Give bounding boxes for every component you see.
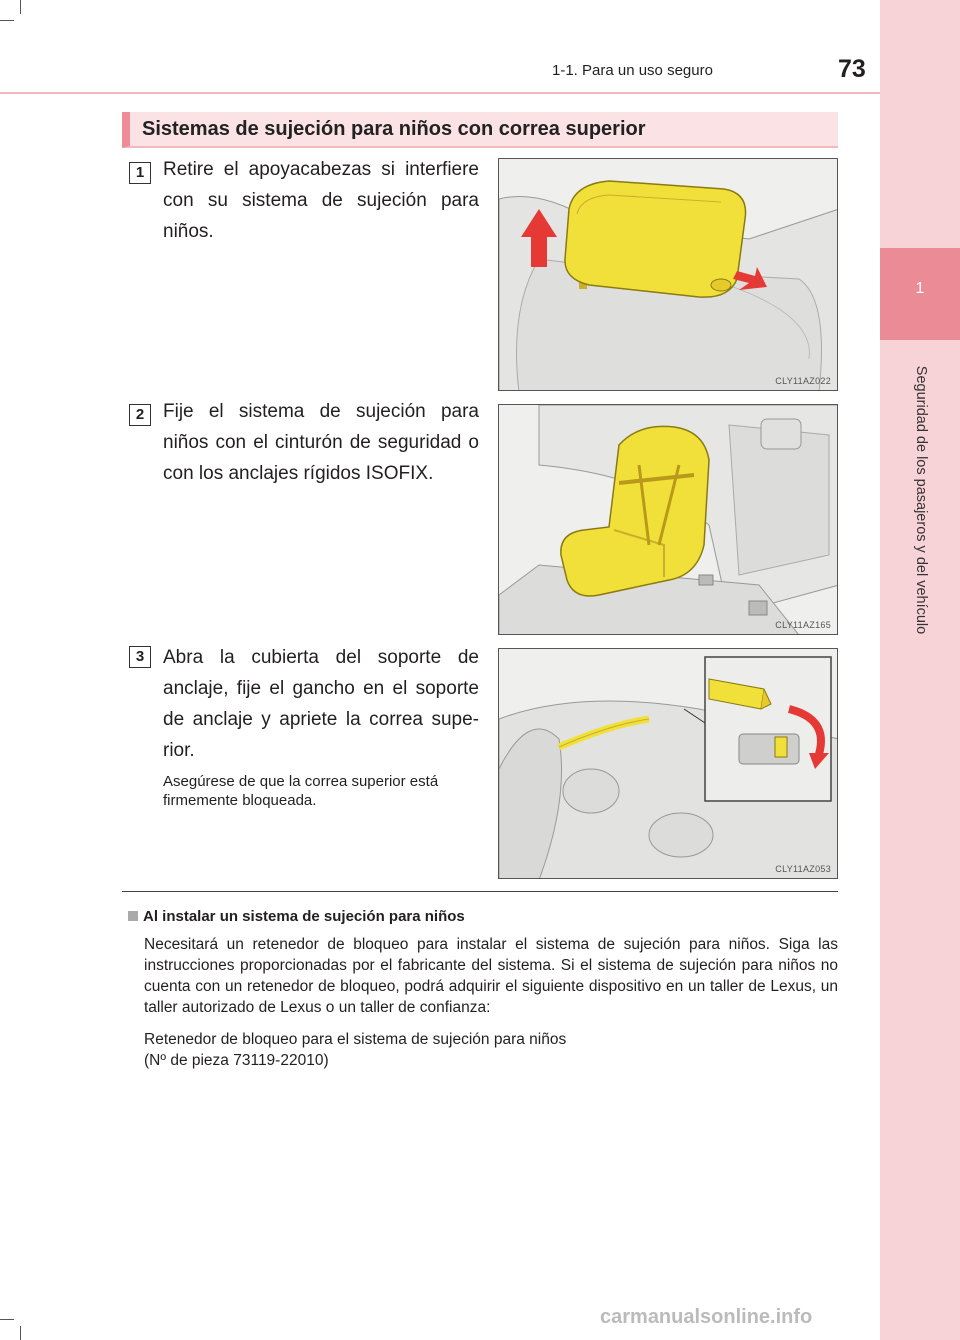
page-number: 73	[838, 55, 866, 83]
crop-mark	[20, 1326, 21, 1340]
header-rule	[0, 92, 880, 94]
step-text-2: Fije el sistema de sujeción para niños con el cinturón de seguridad o con los anclajes rígidos ISOFIX.	[163, 401, 479, 484]
section-title: Sistemas de sujeción para niños con correa superior	[142, 118, 646, 140]
step-text-1: Retire el apoyacabezas si interfiere con su sistema de sujeción para niños.	[163, 159, 479, 242]
chapter-tab	[880, 0, 960, 1340]
crop-mark	[0, 20, 14, 21]
note-body: Necesitará un retenedor de bloqueo para instalar el sistema de sujeción para niños. Siga las instrucciones proporcionadas por el fabricante del sistema. Si el sistema de sujeción para niños no cuenta con un retenedor de bloqueo, podrá adquirir el siguiente dispositivo en un taller de Lexus, un taller autorizado de Lexus o un taller de confianza:	[144, 936, 838, 1016]
child-seat-illustration	[498, 404, 838, 635]
note-heading	[128, 908, 465, 925]
chapter-title: Seguridad de los pasajeros y del vehículo	[913, 365, 929, 635]
step-number-3: 3	[129, 646, 151, 668]
crop-mark	[0, 1319, 14, 1320]
section-heading-bar	[122, 112, 838, 148]
step-number-2: 2	[129, 404, 151, 426]
image-code-3: CLY11AZ053	[775, 864, 831, 874]
anchor-illustration	[498, 648, 838, 879]
image-code-2: CLY11AZ165	[775, 620, 831, 630]
image-code-1: CLY11AZ022	[775, 376, 831, 386]
crop-mark	[20, 0, 21, 14]
headrest-illustration	[498, 158, 838, 391]
chapter-number: 1	[915, 280, 925, 297]
part-info	[144, 1029, 838, 1071]
running-header-section: 1-1. Para un uso seguro	[552, 62, 713, 79]
square-bullet-icon	[128, 911, 138, 921]
note-title: Al instalar un sistema de sujeción para niños	[143, 908, 465, 925]
step-number-1: 1	[129, 162, 151, 184]
step-text-3: Abra la cubierta del soporte de anclaje, fije el gancho en el soporte de anclaje y apriete la correa supe-rior.	[163, 647, 479, 761]
divider	[122, 891, 838, 892]
part-line-1: Retenedor de bloqueo para el sistema de sujeción para niños	[144, 1031, 567, 1048]
step-note-3: Asegúrese de que la correa superior está firmemente bloqueada.	[163, 773, 439, 809]
watermark: carmanualsonline.info	[600, 1306, 813, 1328]
part-line-2: (Nº de pieza 73119-22010)	[144, 1052, 329, 1069]
